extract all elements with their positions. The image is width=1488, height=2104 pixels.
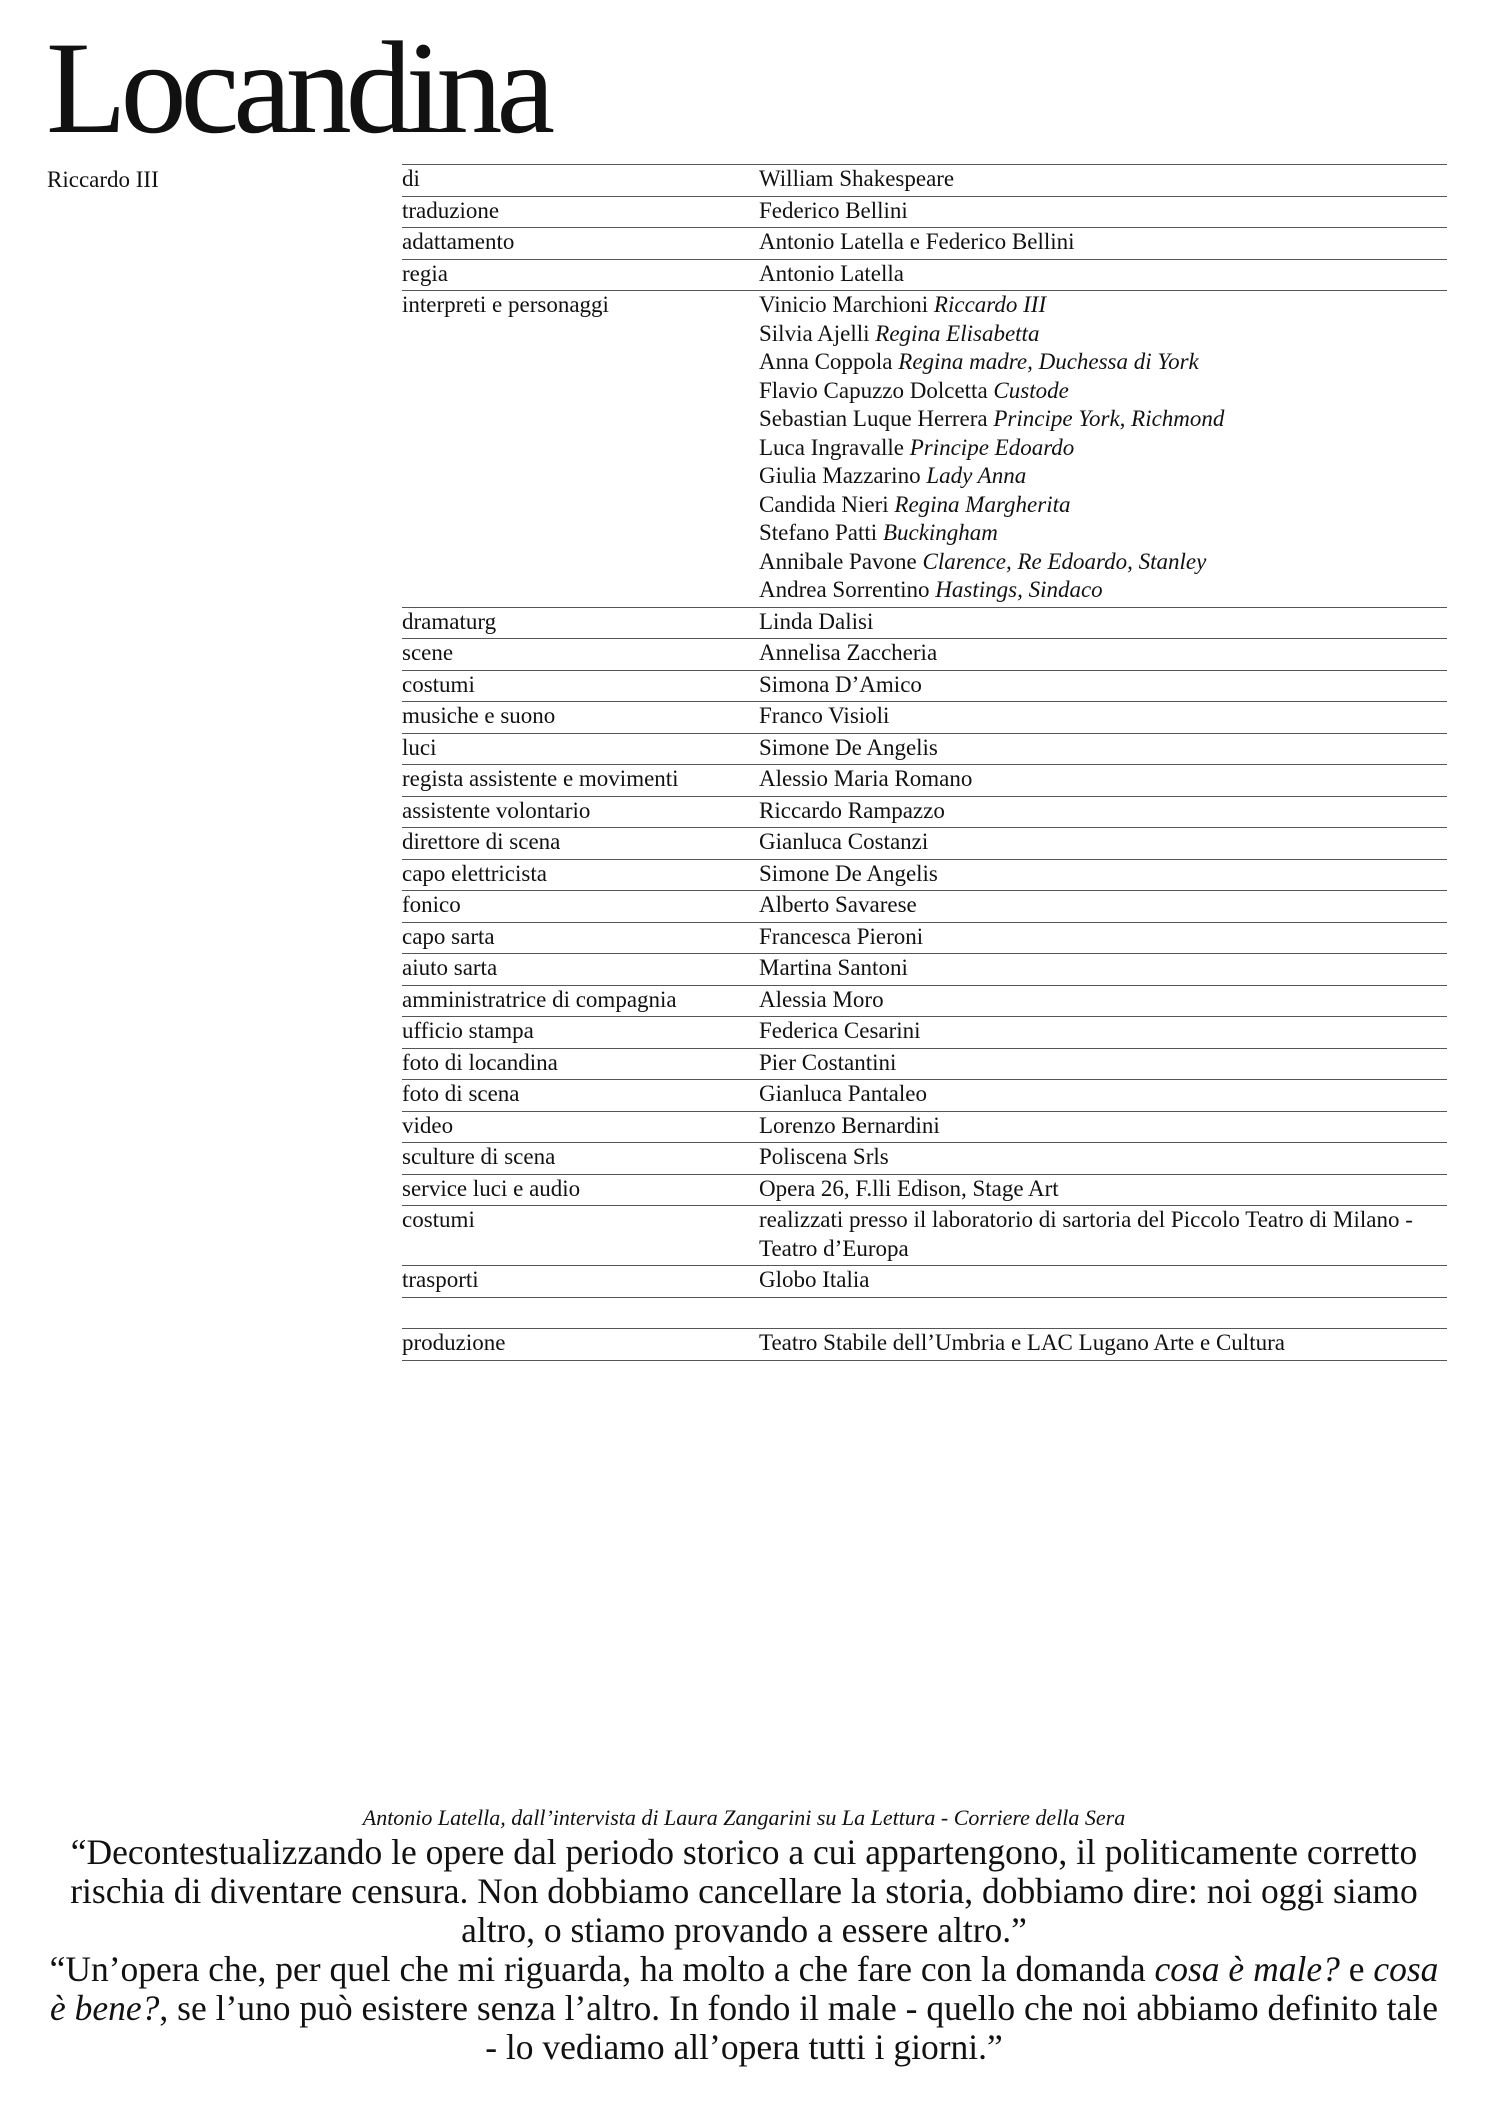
actor-name: Giulia Mazzarino xyxy=(759,463,921,488)
credit-row xyxy=(402,765,1447,797)
quote-emphasis: cosa è bene? xyxy=(50,1949,1439,2028)
credit-role: capo elettricista xyxy=(402,860,547,886)
credit-value: Poliscena Srls xyxy=(759,1144,889,1169)
quote-paragraph: “Decontestualizzando le opere dal periodo storico a cui appartengono, il politicamente corretto rischia di diventare censura. Non dobbiamo cancellare la storia, dobbiamo dire: noi oggi siamo altro, o stiamo provando a essere altro.” xyxy=(70,1832,1418,1950)
quote-text: , se l’uno può esistere senza l’altro. In fondo il male - quello che noi abbiamo definito tale - lo vediamo all’opera tutti i giorni.” xyxy=(159,1988,1438,2067)
character-name: Custode xyxy=(993,377,1069,403)
divider xyxy=(402,1298,1447,1330)
production-row xyxy=(402,1329,1447,1361)
credit-role: trasporti xyxy=(402,1267,479,1292)
quote-text: e xyxy=(1339,1949,1374,1989)
credit-role: traduzione xyxy=(402,197,500,223)
credit-row xyxy=(402,797,1447,829)
credit-role: di xyxy=(402,166,420,191)
credit-value: Gianluca Pantaleo xyxy=(759,1081,927,1106)
credit-value: Alessia Moro xyxy=(759,986,884,1012)
credit-role: foto di locandina xyxy=(402,1049,558,1075)
character-name: Riccardo III xyxy=(933,292,1047,317)
credit-value: Opera 26, F.lli Edison, Stage Art xyxy=(759,1175,1059,1201)
cast-member xyxy=(759,576,1447,605)
credit-row xyxy=(402,260,1447,292)
cast-member xyxy=(759,320,1447,349)
actor-name: Annibale Pavone xyxy=(759,548,917,574)
credit-role: aiuto sarta xyxy=(402,955,498,980)
credits-table xyxy=(402,164,1447,1361)
credit-role: musiche e suono xyxy=(402,703,556,728)
credit-role: produzione xyxy=(402,1330,506,1355)
credit-role: fonico xyxy=(402,892,461,917)
character-name: Regina Elisabetta xyxy=(875,320,1040,346)
quote-emphasis: cosa è male? xyxy=(1154,1949,1340,1989)
cast-member xyxy=(759,548,1447,577)
credit-role: service luci e audio xyxy=(402,1175,581,1201)
quote-block xyxy=(40,1833,1448,2067)
credit-row xyxy=(402,1017,1447,1049)
credit-row xyxy=(402,1206,1447,1266)
credit-row xyxy=(402,891,1447,923)
cast-row xyxy=(402,291,1447,608)
actor-name: Andrea Sorrentino xyxy=(759,577,930,602)
cast-member xyxy=(759,434,1447,463)
credit-row xyxy=(402,1080,1447,1112)
credit-value: Annelisa Zaccheria xyxy=(759,640,938,665)
credit-row xyxy=(402,197,1447,229)
credit-row xyxy=(402,702,1447,734)
credit-row xyxy=(402,1049,1447,1081)
credit-role: sculture di scena xyxy=(402,1144,556,1169)
credit-role: foto di scena xyxy=(402,1081,520,1106)
credits-group-crew xyxy=(402,608,1447,1298)
credit-value: Simone De Angelis xyxy=(759,734,938,760)
cast-member xyxy=(759,519,1447,548)
credit-row xyxy=(402,1112,1447,1144)
credit-value: Federico Bellini xyxy=(759,197,908,223)
cast-member xyxy=(759,491,1447,520)
credit-row xyxy=(402,639,1447,671)
credits-group-main xyxy=(402,165,1447,291)
credit-value: realizzati presso il laboratorio di sartoria del Piccolo Teatro di Milano - Teatro d’Europa xyxy=(759,1207,1413,1261)
credit-role: amministratrice di compagnia xyxy=(402,986,677,1012)
credit-role: ufficio stampa xyxy=(402,1018,534,1043)
play-title: Riccardo III xyxy=(47,167,159,192)
credit-value: Teatro Stabile dell’Umbria e LAC Lugano Arte e Cultura xyxy=(759,1330,1285,1355)
credit-role: regia xyxy=(402,260,448,286)
credit-value: Antonio Latella xyxy=(759,260,904,286)
cast-member xyxy=(759,348,1447,377)
character-name: Lady Anna xyxy=(926,463,1027,488)
credit-role: capo sarta xyxy=(402,923,495,949)
credit-value: Alessio Maria Romano xyxy=(759,766,973,791)
credit-row xyxy=(402,1175,1447,1207)
credit-value: Antonio Latella e Federico Bellini xyxy=(759,229,1075,254)
cast-member xyxy=(759,291,1447,320)
character-name: Principe Edoardo xyxy=(909,434,1075,460)
credit-value: Alberto Savarese xyxy=(759,892,917,917)
page-title: Locandina xyxy=(46,14,550,161)
credit-role: costumi xyxy=(402,1207,475,1232)
cast-member xyxy=(759,405,1447,434)
credit-row xyxy=(402,228,1447,260)
credit-row xyxy=(402,860,1447,892)
credit-row xyxy=(402,1266,1447,1298)
character-name: Principe York, Richmond xyxy=(993,406,1225,431)
actor-name: Flavio Capuzzo Dolcetta xyxy=(759,377,988,403)
actor-name: Sebastian Luque Herrera xyxy=(759,406,988,431)
actor-name: Luca Ingravalle xyxy=(759,434,904,460)
credit-role: luci xyxy=(402,734,437,760)
credit-value: Simone De Angelis xyxy=(759,860,938,886)
credit-role: assistente volontario xyxy=(402,797,591,823)
credit-value: Franco Visioli xyxy=(759,703,890,728)
character-name: Hastings, Sindaco xyxy=(935,577,1103,602)
credit-role: regista assistente e movimenti xyxy=(402,766,679,791)
credit-row xyxy=(402,608,1447,640)
character-name: Clarence, Re Edoardo, Stanley xyxy=(922,548,1207,574)
credit-value: Francesca Pieroni xyxy=(759,923,924,949)
credit-role: dramaturg xyxy=(402,608,497,634)
quote-attribution: Antonio Latella, dall’intervista di Laura Zangarini su La Lettura - Corriere della Sera xyxy=(362,1805,1126,1830)
quote-text: “Un’opera che, per quel che mi riguarda, ha molto a che fare con la domanda xyxy=(49,1949,1155,1989)
credit-row xyxy=(402,923,1447,955)
credit-role: video xyxy=(402,1112,454,1138)
quote-paragraph xyxy=(40,1950,1448,2067)
credit-row xyxy=(402,828,1447,860)
credit-role: scene xyxy=(402,640,454,665)
credit-value: Lorenzo Bernardini xyxy=(759,1112,940,1138)
credit-value: Federica Cesarini xyxy=(759,1018,921,1043)
credit-value: William Shakespeare xyxy=(759,166,955,191)
credit-role: direttore di scena xyxy=(402,829,561,854)
credit-role: adattamento xyxy=(402,229,515,254)
credit-value: Martina Santoni xyxy=(759,955,908,980)
credit-value: Pier Costantini xyxy=(759,1049,897,1075)
credit-role: costumi xyxy=(402,671,475,697)
credit-value: Riccardo Rampazzo xyxy=(759,797,945,823)
actor-name: Stefano Patti xyxy=(759,520,878,545)
actor-name: Candida Nieri xyxy=(759,491,889,517)
credit-row xyxy=(402,954,1447,986)
cast-member xyxy=(759,377,1447,406)
credit-value: Globo Italia xyxy=(759,1267,870,1292)
character-name: Regina Margherita xyxy=(894,491,1071,517)
credit-role: interpreti e personaggi xyxy=(402,292,609,317)
character-name: Buckingham xyxy=(882,520,998,545)
credit-row xyxy=(402,671,1447,703)
credit-row xyxy=(402,734,1447,766)
cast-list xyxy=(759,291,1447,605)
credit-value: Gianluca Costanzi xyxy=(759,829,929,854)
credit-value: Simona D’Amico xyxy=(759,671,922,697)
credit-value: Linda Dalisi xyxy=(759,608,874,634)
credit-row xyxy=(402,165,1447,197)
actor-name: Silvia Ajelli xyxy=(759,320,870,346)
cast-member xyxy=(759,462,1447,491)
credit-row xyxy=(402,986,1447,1018)
actor-name: Anna Coppola xyxy=(759,349,893,374)
character-name: Regina madre, Duchessa di York xyxy=(898,349,1199,374)
actor-name: Vinicio Marchioni xyxy=(759,292,929,317)
credit-row xyxy=(402,1143,1447,1175)
